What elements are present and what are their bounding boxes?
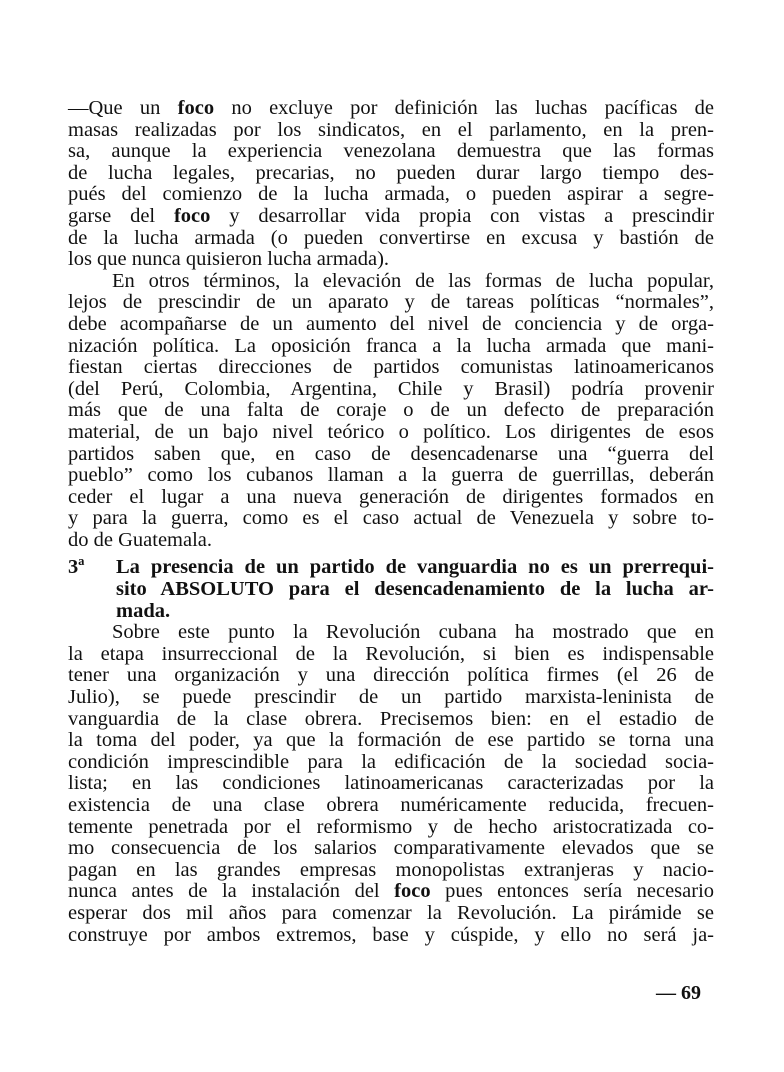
text-line: Sobre este punto la Revolución cubana ha mostrado que en xyxy=(112,621,714,644)
text-line: mo consecuencia de los salarios comparativamente elevados que se xyxy=(68,837,714,860)
text-line: nunca antes de la instalación del foco pues entonces sería necesario xyxy=(68,880,715,903)
text-line: condición imprescindible para la edificación de la sociedad socia- xyxy=(68,750,714,773)
text-line: más que de una falta de coraje o de un defecto de preparación xyxy=(68,399,714,422)
body-text xyxy=(68,98,714,946)
text-line: garse del foco y desarrollar vida propia con vistas a prescindir xyxy=(68,204,715,227)
text-line: temente penetrada por el reformismo y de hecho aristocratizada co- xyxy=(68,815,714,838)
page-number: — 69 xyxy=(656,982,701,1004)
text-line: la toma del poder, ya que la formación de ese partido se torna una xyxy=(68,729,714,752)
text-line: debe acompañarse de un aumento del nivel de conciencia y de orga- xyxy=(68,312,714,335)
text-line: partidos saben que, en caso de desencadenarse una “guerra del xyxy=(68,442,714,465)
text-line: y para la guerra, como es el caso actual de Venezuela y sobre to- xyxy=(68,507,714,530)
text-line: do de Guatemala. xyxy=(68,528,213,551)
text-line: los que nunca quisieron lucha armada). xyxy=(68,248,390,271)
text-line: construye por ambos extremos, base y cúspide, y ello no será ja- xyxy=(68,923,714,946)
text-line: la etapa insurreccional de la Revolución, si bien es indispensable xyxy=(68,642,714,665)
text-line: (del Perú, Colombia, Argentina, Chile y Brasil) podría provenir xyxy=(68,377,714,400)
section-heading xyxy=(68,557,714,622)
paragraph-foco-legal-struggle xyxy=(68,98,714,271)
text-line: masas realizadas por los sindicatos, en el parlamento, en la pren- xyxy=(68,118,714,141)
text-line: nización política. La oposición franca a la lucha armada que mani- xyxy=(68,334,714,357)
paragraph-political-consciousness xyxy=(68,271,714,552)
text-line: existencia de una clase obrera numéricamente reducida, frecuen- xyxy=(68,794,714,816)
heading-line: mada. xyxy=(116,599,171,622)
section-number: 3ª xyxy=(68,556,85,579)
text-line: esperar dos mil años para comenzar la Revolución. La pirámide se xyxy=(68,901,714,924)
heading-line: La presencia de un partido de vanguardia no es un prerrequi- xyxy=(116,556,714,579)
text-line: de lucha legales, precarias, no pueden durar largo tiempo des- xyxy=(68,161,714,184)
text-line: lista; en las condiciones latinoamericanas caracterizadas por la xyxy=(68,772,714,795)
text-line: tener una organización y una dirección política firmes (el 26 de xyxy=(68,664,714,687)
text-line: vanguardia de la clase obrera. Precisemos bien: en el estadio de xyxy=(68,707,714,730)
paragraph-cuban-revolution xyxy=(68,622,714,946)
text-line: lejos de prescindir de un aparato y de tareas políticas “normales”, xyxy=(68,291,714,314)
text-line: —Que un foco no excluye por definición las luchas pacíficas de xyxy=(68,97,715,119)
text-line: sa, aunque la experiencia venezolana demuestra que las formas xyxy=(68,140,714,163)
heading-line: sito ABSOLUTO para el desencadenamiento de la lucha ar- xyxy=(116,578,714,601)
text-line: fiestan ciertas direcciones de partidos comunistas latinoamericanos xyxy=(68,356,714,379)
text-line: pués del comienzo de la lucha armada, o pueden aspirar a segre- xyxy=(68,183,714,206)
text-line: pagan en las grandes empresas monopolistas extranjeras y nacio- xyxy=(68,858,714,881)
text-line: material, de un bajo nivel teórico o político. Los dirigentes de esos xyxy=(68,420,714,443)
text-line: Julio), se puede prescindir de un partido marxista-leninista de xyxy=(68,686,714,709)
text-line: de la lucha armada (o pueden convertirse en excusa y bastión de xyxy=(68,226,714,249)
text-line: pueblo” como los cubanos llaman a la guerra de guerrillas, deberán xyxy=(68,464,714,487)
text-line: En otros términos, la elevación de las formas de lucha popular, xyxy=(112,269,714,292)
text-line: ceder el lugar a una nueva generación de dirigentes formados en xyxy=(68,485,714,508)
